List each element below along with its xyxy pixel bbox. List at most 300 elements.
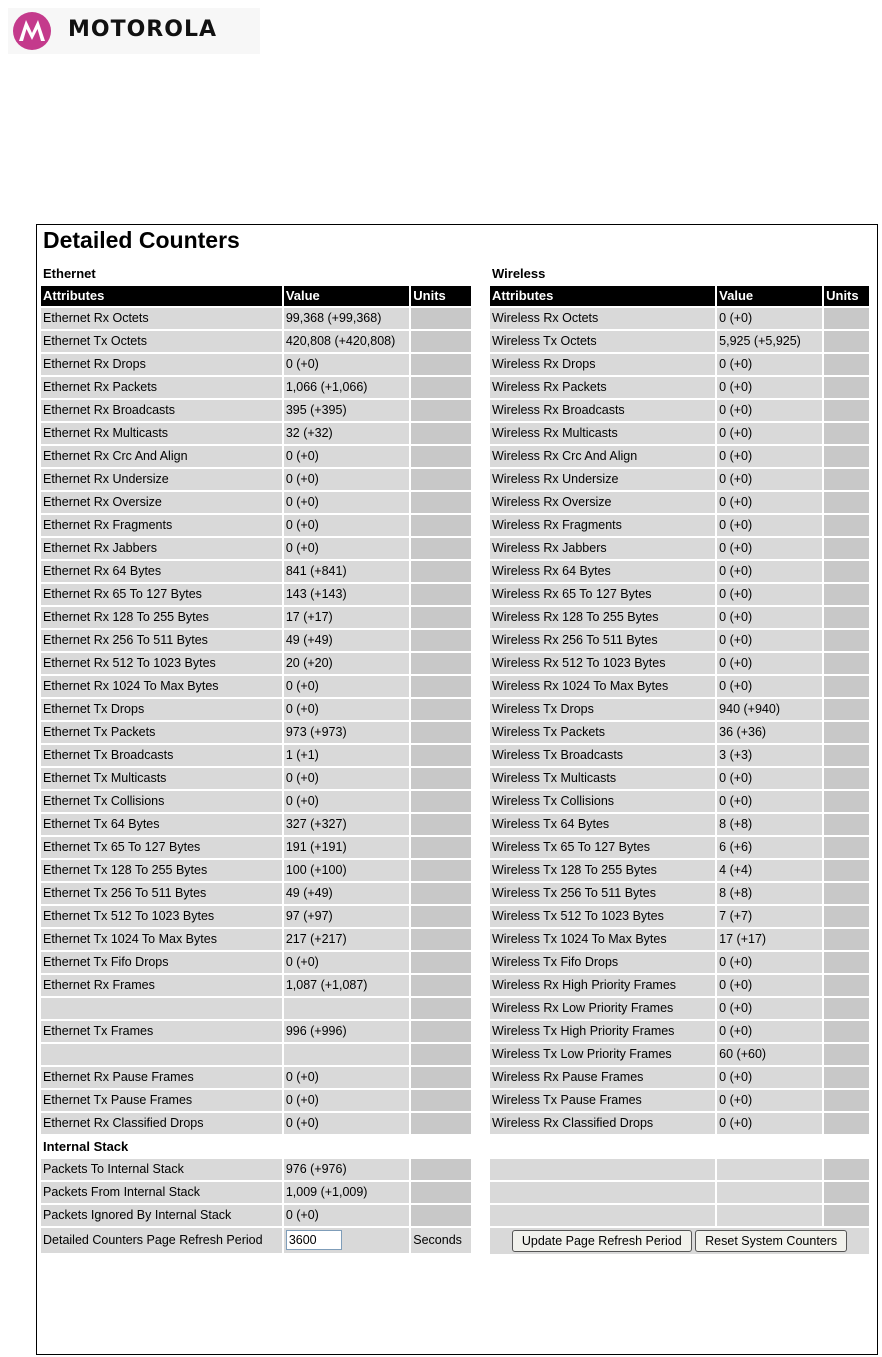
value-cell: 3 (+3) <box>717 745 822 766</box>
value-cell <box>284 1044 409 1065</box>
table-row <box>490 354 869 375</box>
attribute-cell: Packets To Internal Stack <box>41 1159 282 1180</box>
attribute-cell: Ethernet Rx Fragments <box>41 515 282 536</box>
units-cell <box>824 561 869 582</box>
units-cell <box>824 515 869 536</box>
units-cell <box>824 1090 869 1111</box>
table-row <box>41 492 471 513</box>
brand-name: MOTOROLA <box>68 17 217 42</box>
attribute-cell: Wireless Rx Drops <box>490 354 715 375</box>
units-cell <box>824 400 869 421</box>
header-units: Units <box>824 286 869 306</box>
attribute-cell: Wireless Tx Collisions <box>490 791 715 812</box>
table-row <box>41 745 471 766</box>
header-attributes: Attributes <box>41 286 282 306</box>
attribute-cell: Wireless Rx Jabbers <box>490 538 715 559</box>
units-cell <box>824 607 869 628</box>
table-row <box>41 515 471 536</box>
attribute-cell: Wireless Tx Drops <box>490 699 715 720</box>
table-row <box>41 446 471 467</box>
units-cell <box>824 584 869 605</box>
table-header-row <box>490 286 869 306</box>
attribute-cell: Wireless Tx Low Priority Frames <box>490 1044 715 1065</box>
attribute-cell: Ethernet Tx Multicasts <box>41 768 282 789</box>
value-cell: 36 (+36) <box>717 722 822 743</box>
units-cell <box>824 1113 869 1134</box>
units-cell <box>824 469 869 490</box>
value-cell: 0 (+0) <box>717 952 822 973</box>
table-row <box>490 952 869 973</box>
blank-cell <box>490 1182 715 1203</box>
table-row <box>41 607 471 628</box>
units-cell <box>411 469 471 490</box>
table-row <box>490 446 869 467</box>
attribute-cell <box>41 1044 282 1065</box>
value-cell: 841 (+841) <box>284 561 409 582</box>
table-row <box>490 607 869 628</box>
table-row <box>41 929 471 950</box>
table-row <box>490 906 869 927</box>
value-cell: 0 (+0) <box>284 791 409 812</box>
reset-system-counters-button[interactable]: Reset System Counters <box>695 1230 847 1252</box>
attribute-cell: Ethernet Rx 256 To 511 Bytes <box>41 630 282 651</box>
attribute-cell: Ethernet Tx Collisions <box>41 791 282 812</box>
value-cell: 0 (+0) <box>717 630 822 651</box>
units-cell <box>824 492 869 513</box>
attribute-cell: Ethernet Rx Drops <box>41 354 282 375</box>
table-row <box>490 561 869 582</box>
value-cell: 0 (+0) <box>717 1113 822 1134</box>
attribute-cell: Wireless Rx 512 To 1023 Bytes <box>490 653 715 674</box>
units-cell <box>411 1044 471 1065</box>
attribute-cell: Ethernet Tx Broadcasts <box>41 745 282 766</box>
units-cell <box>411 515 471 536</box>
attribute-cell: Wireless Tx 512 To 1023 Bytes <box>490 906 715 927</box>
blank-row <box>490 1205 869 1226</box>
table-row <box>41 423 471 444</box>
units-cell <box>824 446 869 467</box>
table-row <box>41 998 471 1019</box>
attribute-cell: Ethernet Tx 64 Bytes <box>41 814 282 835</box>
blank-cell <box>824 1205 869 1226</box>
attribute-cell: Wireless Rx 256 To 511 Bytes <box>490 630 715 651</box>
units-cell <box>411 791 471 812</box>
attribute-cell: Ethernet Rx Multicasts <box>41 423 282 444</box>
value-cell: 0 (+0) <box>717 469 822 490</box>
table-row <box>490 768 869 789</box>
attribute-cell: Wireless Tx 128 To 255 Bytes <box>490 860 715 881</box>
units-cell <box>824 952 869 973</box>
attribute-cell: Ethernet Tx 1024 To Max Bytes <box>41 929 282 950</box>
wireless-counters-table <box>488 261 871 1256</box>
units-cell <box>411 561 471 582</box>
table-row <box>490 515 869 536</box>
units-cell <box>824 998 869 1019</box>
header-value: Value <box>284 286 409 306</box>
table-row <box>41 837 471 858</box>
attribute-cell: Ethernet Rx Jabbers <box>41 538 282 559</box>
units-cell <box>824 377 869 398</box>
attribute-cell: Wireless Tx Broadcasts <box>490 745 715 766</box>
attribute-cell: Wireless Rx Broadcasts <box>490 400 715 421</box>
attribute-cell: Wireless Rx Classified Drops <box>490 1113 715 1134</box>
value-cell: 0 (+0) <box>717 515 822 536</box>
attribute-cell: Wireless Tx 1024 To Max Bytes <box>490 929 715 950</box>
value-cell: 1 (+1) <box>284 745 409 766</box>
units-cell <box>824 423 869 444</box>
value-cell: 17 (+17) <box>284 607 409 628</box>
ethernet-counters-table <box>39 261 473 1255</box>
table-row <box>41 791 471 812</box>
units-cell <box>411 1205 471 1226</box>
table-row <box>41 538 471 559</box>
ethernet-section-label: Ethernet <box>41 263 471 284</box>
attribute-cell: Wireless Rx High Priority Frames <box>490 975 715 996</box>
attribute-cell: Wireless Tx Octets <box>490 331 715 352</box>
attribute-cell: Ethernet Tx Octets <box>41 331 282 352</box>
table-row <box>41 952 471 973</box>
units-cell <box>824 653 869 674</box>
units-cell <box>411 630 471 651</box>
table-row <box>490 791 869 812</box>
units-cell <box>824 331 869 352</box>
attribute-cell: Ethernet Rx Pause Frames <box>41 1067 282 1088</box>
units-cell <box>411 1182 471 1203</box>
value-cell: 49 (+49) <box>284 883 409 904</box>
value-cell: 327 (+327) <box>284 814 409 835</box>
value-cell: 0 (+0) <box>717 653 822 674</box>
table-row <box>41 308 471 329</box>
value-cell: 99,368 (+99,368) <box>284 308 409 329</box>
table-row <box>41 1021 471 1042</box>
table-row <box>41 883 471 904</box>
value-cell: 1,009 (+1,009) <box>284 1182 409 1203</box>
value-cell: 217 (+217) <box>284 929 409 950</box>
value-cell: 420,808 (+420,808) <box>284 331 409 352</box>
value-cell: 0 (+0) <box>717 1067 822 1088</box>
value-cell: 49 (+49) <box>284 630 409 651</box>
units-cell <box>824 791 869 812</box>
value-cell: 0 (+0) <box>717 308 822 329</box>
attribute-cell: Ethernet Tx Frames <box>41 1021 282 1042</box>
value-cell: 0 (+0) <box>284 515 409 536</box>
value-cell: 60 (+60) <box>717 1044 822 1065</box>
units-cell <box>411 423 471 444</box>
value-cell: 973 (+973) <box>284 722 409 743</box>
units-cell <box>824 308 869 329</box>
units-cell <box>411 1090 471 1111</box>
table-row <box>490 883 869 904</box>
units-cell <box>411 1159 471 1180</box>
value-cell: 0 (+0) <box>717 538 822 559</box>
table-row <box>41 354 471 375</box>
value-cell: 0 (+0) <box>284 676 409 697</box>
attribute-cell: Wireless Rx Octets <box>490 308 715 329</box>
attribute-cell: Wireless Rx Pause Frames <box>490 1067 715 1088</box>
units-cell <box>824 768 869 789</box>
units-cell <box>824 722 869 743</box>
detailed-counters-panel <box>36 224 878 1355</box>
table-row <box>41 676 471 697</box>
value-cell: 0 (+0) <box>284 492 409 513</box>
units-cell <box>411 308 471 329</box>
table-row <box>41 699 471 720</box>
value-cell: 0 (+0) <box>284 768 409 789</box>
units-cell <box>411 653 471 674</box>
value-cell: 0 (+0) <box>717 607 822 628</box>
units-cell <box>411 446 471 467</box>
table-row <box>41 1182 471 1203</box>
table-row <box>490 1021 869 1042</box>
value-cell: 0 (+0) <box>717 354 822 375</box>
units-cell <box>411 1067 471 1088</box>
units-cell <box>824 630 869 651</box>
attribute-cell: Ethernet Tx 65 To 127 Bytes <box>41 837 282 858</box>
blank-cell <box>717 1205 822 1226</box>
table-row <box>41 630 471 651</box>
table-row <box>490 1090 869 1111</box>
attribute-cell: Ethernet Rx Undersize <box>41 469 282 490</box>
table-row <box>41 377 471 398</box>
table-row <box>41 768 471 789</box>
table-row <box>41 1159 471 1180</box>
attribute-cell: Ethernet Rx Frames <box>41 975 282 996</box>
value-cell: 0 (+0) <box>284 354 409 375</box>
action-buttons-row <box>490 1228 869 1254</box>
refresh-period-input[interactable] <box>286 1230 342 1250</box>
value-cell: 0 (+0) <box>284 1067 409 1088</box>
attribute-cell: Ethernet Rx Packets <box>41 377 282 398</box>
units-cell <box>824 860 869 881</box>
attribute-cell: Ethernet Rx 1024 To Max Bytes <box>41 676 282 697</box>
value-cell: 5,925 (+5,925) <box>717 331 822 352</box>
units-cell <box>824 906 869 927</box>
table-row <box>490 400 869 421</box>
table-row <box>490 538 869 559</box>
attribute-cell: Ethernet Rx 64 Bytes <box>41 561 282 582</box>
attribute-cell: Wireless Rx Oversize <box>490 492 715 513</box>
attribute-cell: Ethernet Rx Octets <box>41 308 282 329</box>
value-cell: 143 (+143) <box>284 584 409 605</box>
table-row <box>490 998 869 1019</box>
units-cell <box>411 331 471 352</box>
attribute-cell: Wireless Tx Pause Frames <box>490 1090 715 1111</box>
value-cell: 0 (+0) <box>717 1090 822 1111</box>
units-cell <box>824 538 869 559</box>
table-row <box>490 975 869 996</box>
units-cell <box>411 998 471 1019</box>
units-cell <box>824 814 869 835</box>
value-cell: 0 (+0) <box>717 400 822 421</box>
attribute-cell: Ethernet Rx 128 To 255 Bytes <box>41 607 282 628</box>
units-cell <box>411 400 471 421</box>
table-row <box>41 1067 471 1088</box>
attribute-cell: Wireless Rx Crc And Align <box>490 446 715 467</box>
units-cell <box>411 883 471 904</box>
attribute-cell: Wireless Rx Low Priority Frames <box>490 998 715 1019</box>
units-cell <box>411 929 471 950</box>
blank-row <box>490 1182 869 1203</box>
internal-stack-section-label: Internal Stack <box>41 1136 471 1157</box>
attribute-cell: Ethernet Rx Crc And Align <box>41 446 282 467</box>
header-units: Units <box>411 286 471 306</box>
value-cell: 32 (+32) <box>284 423 409 444</box>
value-cell: 7 (+7) <box>717 906 822 927</box>
units-cell <box>411 814 471 835</box>
units-cell <box>411 699 471 720</box>
table-row <box>490 584 869 605</box>
motorola-batwing-icon <box>12 11 52 51</box>
wireless-section-label: Wireless <box>490 263 869 284</box>
units-cell <box>824 699 869 720</box>
table-row <box>41 331 471 352</box>
units-cell <box>411 538 471 559</box>
refresh-period-label: Detailed Counters Page Refresh Period <box>41 1228 282 1253</box>
attribute-cell: Ethernet Rx 65 To 127 Bytes <box>41 584 282 605</box>
table-row <box>41 722 471 743</box>
table-row <box>490 653 869 674</box>
value-cell: 6 (+6) <box>717 837 822 858</box>
attribute-cell: Wireless Rx 65 To 127 Bytes <box>490 584 715 605</box>
value-cell: 0 (+0) <box>717 676 822 697</box>
value-cell: 1,087 (+1,087) <box>284 975 409 996</box>
blank-cell <box>824 1159 869 1180</box>
units-cell <box>411 837 471 858</box>
units-cell <box>411 584 471 605</box>
units-cell <box>411 745 471 766</box>
table-header-row <box>41 286 471 306</box>
units-cell <box>411 492 471 513</box>
value-cell: 17 (+17) <box>717 929 822 950</box>
attribute-cell: Wireless Tx High Priority Frames <box>490 1021 715 1042</box>
blank-cell <box>717 1159 822 1180</box>
units-cell <box>824 837 869 858</box>
attribute-cell: Wireless Tx Packets <box>490 722 715 743</box>
table-row <box>490 1044 869 1065</box>
attribute-cell: Ethernet Tx Drops <box>41 699 282 720</box>
value-cell: 20 (+20) <box>284 653 409 674</box>
blank-row <box>490 1159 869 1180</box>
table-row <box>41 1090 471 1111</box>
table-row <box>41 1113 471 1134</box>
table-row <box>41 469 471 490</box>
value-cell: 0 (+0) <box>717 975 822 996</box>
value-cell: 0 (+0) <box>284 952 409 973</box>
units-cell <box>824 883 869 904</box>
refresh-period-row <box>41 1228 471 1253</box>
value-cell: 97 (+97) <box>284 906 409 927</box>
table-row <box>490 676 869 697</box>
table-row <box>490 699 869 720</box>
table-row <box>41 400 471 421</box>
attribute-cell: Ethernet Rx Classified Drops <box>41 1113 282 1134</box>
value-cell: 8 (+8) <box>717 814 822 835</box>
table-row <box>41 906 471 927</box>
table-row <box>490 1067 869 1088</box>
value-cell: 0 (+0) <box>717 791 822 812</box>
blank-cell <box>824 1182 869 1203</box>
units-cell <box>411 1113 471 1134</box>
value-cell: 0 (+0) <box>284 1090 409 1111</box>
attribute-cell: Ethernet Tx Pause Frames <box>41 1090 282 1111</box>
value-cell: 940 (+940) <box>717 699 822 720</box>
attribute-cell: Ethernet Tx 512 To 1023 Bytes <box>41 906 282 927</box>
attribute-cell: Ethernet Rx 512 To 1023 Bytes <box>41 653 282 674</box>
value-cell: 0 (+0) <box>284 1205 409 1226</box>
value-cell: 0 (+0) <box>717 377 822 398</box>
page-title: Detailed Counters <box>43 227 240 253</box>
units-cell <box>411 1021 471 1042</box>
header-value: Value <box>717 286 822 306</box>
value-cell: 395 (+395) <box>284 400 409 421</box>
value-cell: 0 (+0) <box>717 998 822 1019</box>
units-cell <box>411 607 471 628</box>
table-row <box>490 929 869 950</box>
units-cell <box>411 676 471 697</box>
table-row <box>41 561 471 582</box>
table-row <box>490 745 869 766</box>
units-cell <box>824 676 869 697</box>
units-cell <box>824 354 869 375</box>
units-cell <box>411 377 471 398</box>
units-cell <box>411 975 471 996</box>
header-attributes: Attributes <box>490 286 715 306</box>
table-row <box>41 860 471 881</box>
table-row <box>490 492 869 513</box>
table-row <box>490 377 869 398</box>
attribute-cell: Packets From Internal Stack <box>41 1182 282 1203</box>
blank-cell <box>717 1182 822 1203</box>
attribute-cell: Ethernet Tx Fifo Drops <box>41 952 282 973</box>
value-cell: 996 (+996) <box>284 1021 409 1042</box>
attribute-cell: Ethernet Tx 128 To 255 Bytes <box>41 860 282 881</box>
attribute-cell: Wireless Rx Undersize <box>490 469 715 490</box>
table-row <box>490 308 869 329</box>
attribute-cell <box>41 998 282 1019</box>
table-row <box>41 584 471 605</box>
value-cell: 976 (+976) <box>284 1159 409 1180</box>
units-cell <box>411 860 471 881</box>
attribute-cell: Ethernet Rx Oversize <box>41 492 282 513</box>
value-cell: 0 (+0) <box>717 768 822 789</box>
value-cell: 0 (+0) <box>284 699 409 720</box>
value-cell: 0 (+0) <box>284 469 409 490</box>
table-row <box>490 814 869 835</box>
units-cell <box>824 1044 869 1065</box>
attribute-cell: Wireless Rx 128 To 255 Bytes <box>490 607 715 628</box>
units-cell <box>824 745 869 766</box>
units-cell <box>411 722 471 743</box>
attribute-cell: Wireless Tx 256 To 511 Bytes <box>490 883 715 904</box>
value-cell: 0 (+0) <box>717 584 822 605</box>
value-cell <box>284 998 409 1019</box>
table-row <box>41 814 471 835</box>
attribute-cell: Packets Ignored By Internal Stack <box>41 1205 282 1226</box>
units-cell <box>824 975 869 996</box>
update-refresh-period-button[interactable]: Update Page Refresh Period <box>512 1230 692 1252</box>
attribute-cell: Wireless Rx Packets <box>490 377 715 398</box>
attribute-cell: Wireless Tx Multicasts <box>490 768 715 789</box>
table-row <box>490 1113 869 1134</box>
attribute-cell: Ethernet Tx Packets <box>41 722 282 743</box>
value-cell: 1,066 (+1,066) <box>284 377 409 398</box>
value-cell: 0 (+0) <box>717 561 822 582</box>
blank-cell <box>490 1205 715 1226</box>
value-cell: 0 (+0) <box>717 492 822 513</box>
value-cell: 0 (+0) <box>284 446 409 467</box>
value-cell: 4 (+4) <box>717 860 822 881</box>
table-row <box>490 423 869 444</box>
